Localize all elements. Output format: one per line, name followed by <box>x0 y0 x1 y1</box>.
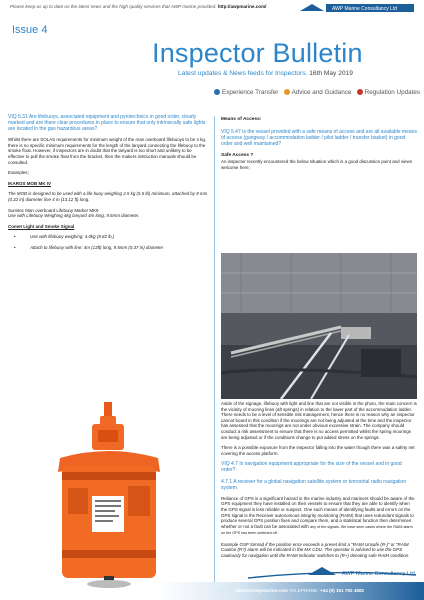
viq-4-7: VIQ 4.7 Is navigation equipment appropriate for the size of the vessel and in good order? <box>221 461 402 474</box>
safe-access-text: An inspector recently encountered the below situation which is a good discussion point and views welcome here; <box>221 159 412 171</box>
tag-label: Experience Transfer <box>222 88 279 96</box>
footer-contact <box>218 588 364 593</box>
page-title: Inspector Bulletin <box>152 38 363 68</box>
tag-label: Advice and Guidance <box>291 88 352 96</box>
footer-logo <box>248 565 416 579</box>
examples-label: Examples; <box>8 170 29 176</box>
tag-label: Regulation Updates <box>364 88 420 96</box>
issue-number: Issue 4 <box>12 24 48 36</box>
bullet-text: Use with lifebuoy weighing: 4.0kg (8.82 lb.) <box>30 234 115 240</box>
column-divider <box>214 116 215 582</box>
example-ikaros-heading: IKAROS MOB MK IV <box>8 180 52 186</box>
telephone-number: +44 (0) 151 792 4882 <box>320 588 365 593</box>
email-link[interactable]: admin@awpmarine.com <box>235 588 288 593</box>
viq-5-47: VIQ 5.47 Is the vessel provided with a safe means of access and are all available means of access (gangway / accommodation ladder / pilot ladder / transfer basket) in good order and well maintained? <box>221 128 417 147</box>
example-gps-label: Example GSP Simrad <box>221 541 265 547</box>
tag-regulation-updates <box>357 87 420 97</box>
gps-text: Reliance of GPS is a significant hazard in the marine industry and mariners should be aware of the GPS equipment they have installed on their vessels to ensure that they are able to identify when the GPS signal is less reliable or suspect. One such means of identifying faults and errors on the GPS signal is the Receiver autonomous integrity monitoring (RAIM) that uses redundant signals to produce several GPS position fixes and compare them, and a statistical function then determines whether or not a fault can be associated with <box>221 495 415 529</box>
subtitle-text: Latest updates & News feeds for Inspectors. <box>178 70 308 77</box>
means-of-access-heading: Means of Access: <box>221 117 262 122</box>
example-gps-text: if the position error exceeds a preset limit a "RAIM Unsafe (R-)" or "RAIM Caution (R?) alarm will be indicated in the MX CDU. The operator is advised to use the GPS cautiously for navigation until the RAIM indicator switches to (R+) denoting safe RAIM condition. <box>221 541 410 559</box>
example-ikaros-text: The MOB is designed to be used with a life buoy weighing 2.5 kg (5.5 lb) minimum, attached by 8 mm (0.32 in) diameter line 4 m (13.12 ft) long. <box>8 191 208 203</box>
orange-dot-icon <box>284 89 290 95</box>
company-logo-text: AWP Marine Consultancy Ltd <box>332 6 398 13</box>
issue-date: 16th May 2019 <box>309 70 353 77</box>
right-column-lower <box>221 401 417 564</box>
lifebuoy-paragraph: Whilst there are SOLAS requirements for minimum weight of the man overboard lifebuoys to be 4 kg, there is no specific minimum requirements for the length of the lanyard connecting the lifebuoy to the smoke float. However, if inspectors are in doubt that the lanyard is too short and unlikely to be effective to pull the smoke float from the bracket, then the makers instruction manuals should be consulted. <box>8 137 207 165</box>
gps-text-tail: any of the signals. We have seen cases where the RAIM alarm on the GPS has been switched off. <box>221 524 413 536</box>
example-comet-heading: Comet Light and Smoke Signal <box>8 223 75 229</box>
bullet-icon: • <box>14 234 16 240</box>
viq-4-7-1: 4.7.1 A receiver for a global navigation satellite system or terrestrial radio navigation system. <box>221 478 407 491</box>
top-notice-text: Please keep us up to date on the latest news and the high quality services that AWP marine provided. <box>10 4 217 9</box>
blue-dot-icon <box>214 89 220 95</box>
example-survitec-text: Use with Lifebuoy Weighing 4kg lanyard 4m long, 9.5mm diameter. <box>8 213 140 219</box>
accommodation-ladder-photo <box>221 253 417 399</box>
example-survitec-title: Survitec Man overboard Lifebuoy Marker MK9 <box>8 207 99 213</box>
red-dot-icon <box>357 89 363 95</box>
category-legend <box>214 87 420 97</box>
exposure-paragraph: There is a possible exposure from the inspector falling into the water though there was a safety net covering the access platform. <box>221 445 415 456</box>
footer-company-name: AWP Marine Consultancy Ltd <box>342 571 415 577</box>
right-column <box>221 114 417 171</box>
viq-5-31: VIQ 5.31 Are lifebuoys, associated equipment and pyrotechnics in good order, clearly marked and are there clear procedures in place to ensure that only intrinsically safe lights are located in the gas hazardous areas? <box>8 114 206 133</box>
tag-experience-transfer <box>214 87 278 97</box>
list-item <box>14 245 209 251</box>
comet-bullets <box>14 234 209 250</box>
email-label: EMAIL: <box>218 588 234 593</box>
bullet-text: Attach to lifebuoy with line: 4m (13ft) long, 9.5mm (0.37 in) diameter <box>30 245 164 250</box>
example-gps-paragraph <box>221 542 417 559</box>
left-column <box>8 114 209 256</box>
lifebuoy-marker-image <box>46 400 172 590</box>
aside-paragraph: Aside of the signage, lifebuoy with light and line that are not visible in the photo, the main concern is the vicinity of mooring lines (aft springs) in relation to the lower part of the accommodation ladder. There needs to be a level of sensible risk management, hence there is no reason why an inspector cannot board in this condition if the moorings are not being adjusted at the time and the inspector has assessed that the moorings are not under obvious excessive strain. The company should conduct a risk assessment to ensure that there is no access permitted whilst the spring moorings are being adjusted or if the conditions change to put added stress on the springs. <box>221 401 417 440</box>
bullet-icon: • <box>14 245 16 250</box>
telephone-label: TELEPHONE: <box>289 588 319 593</box>
tag-advice-guidance <box>284 87 352 97</box>
page-subtitle <box>178 70 353 77</box>
gps-paragraph <box>221 496 417 537</box>
safe-access-heading: Safe Access ? <box>221 152 254 158</box>
website-link[interactable]: http://awpmarine.com/ <box>217 4 267 9</box>
list-item <box>14 234 209 240</box>
company-logo <box>298 2 416 14</box>
